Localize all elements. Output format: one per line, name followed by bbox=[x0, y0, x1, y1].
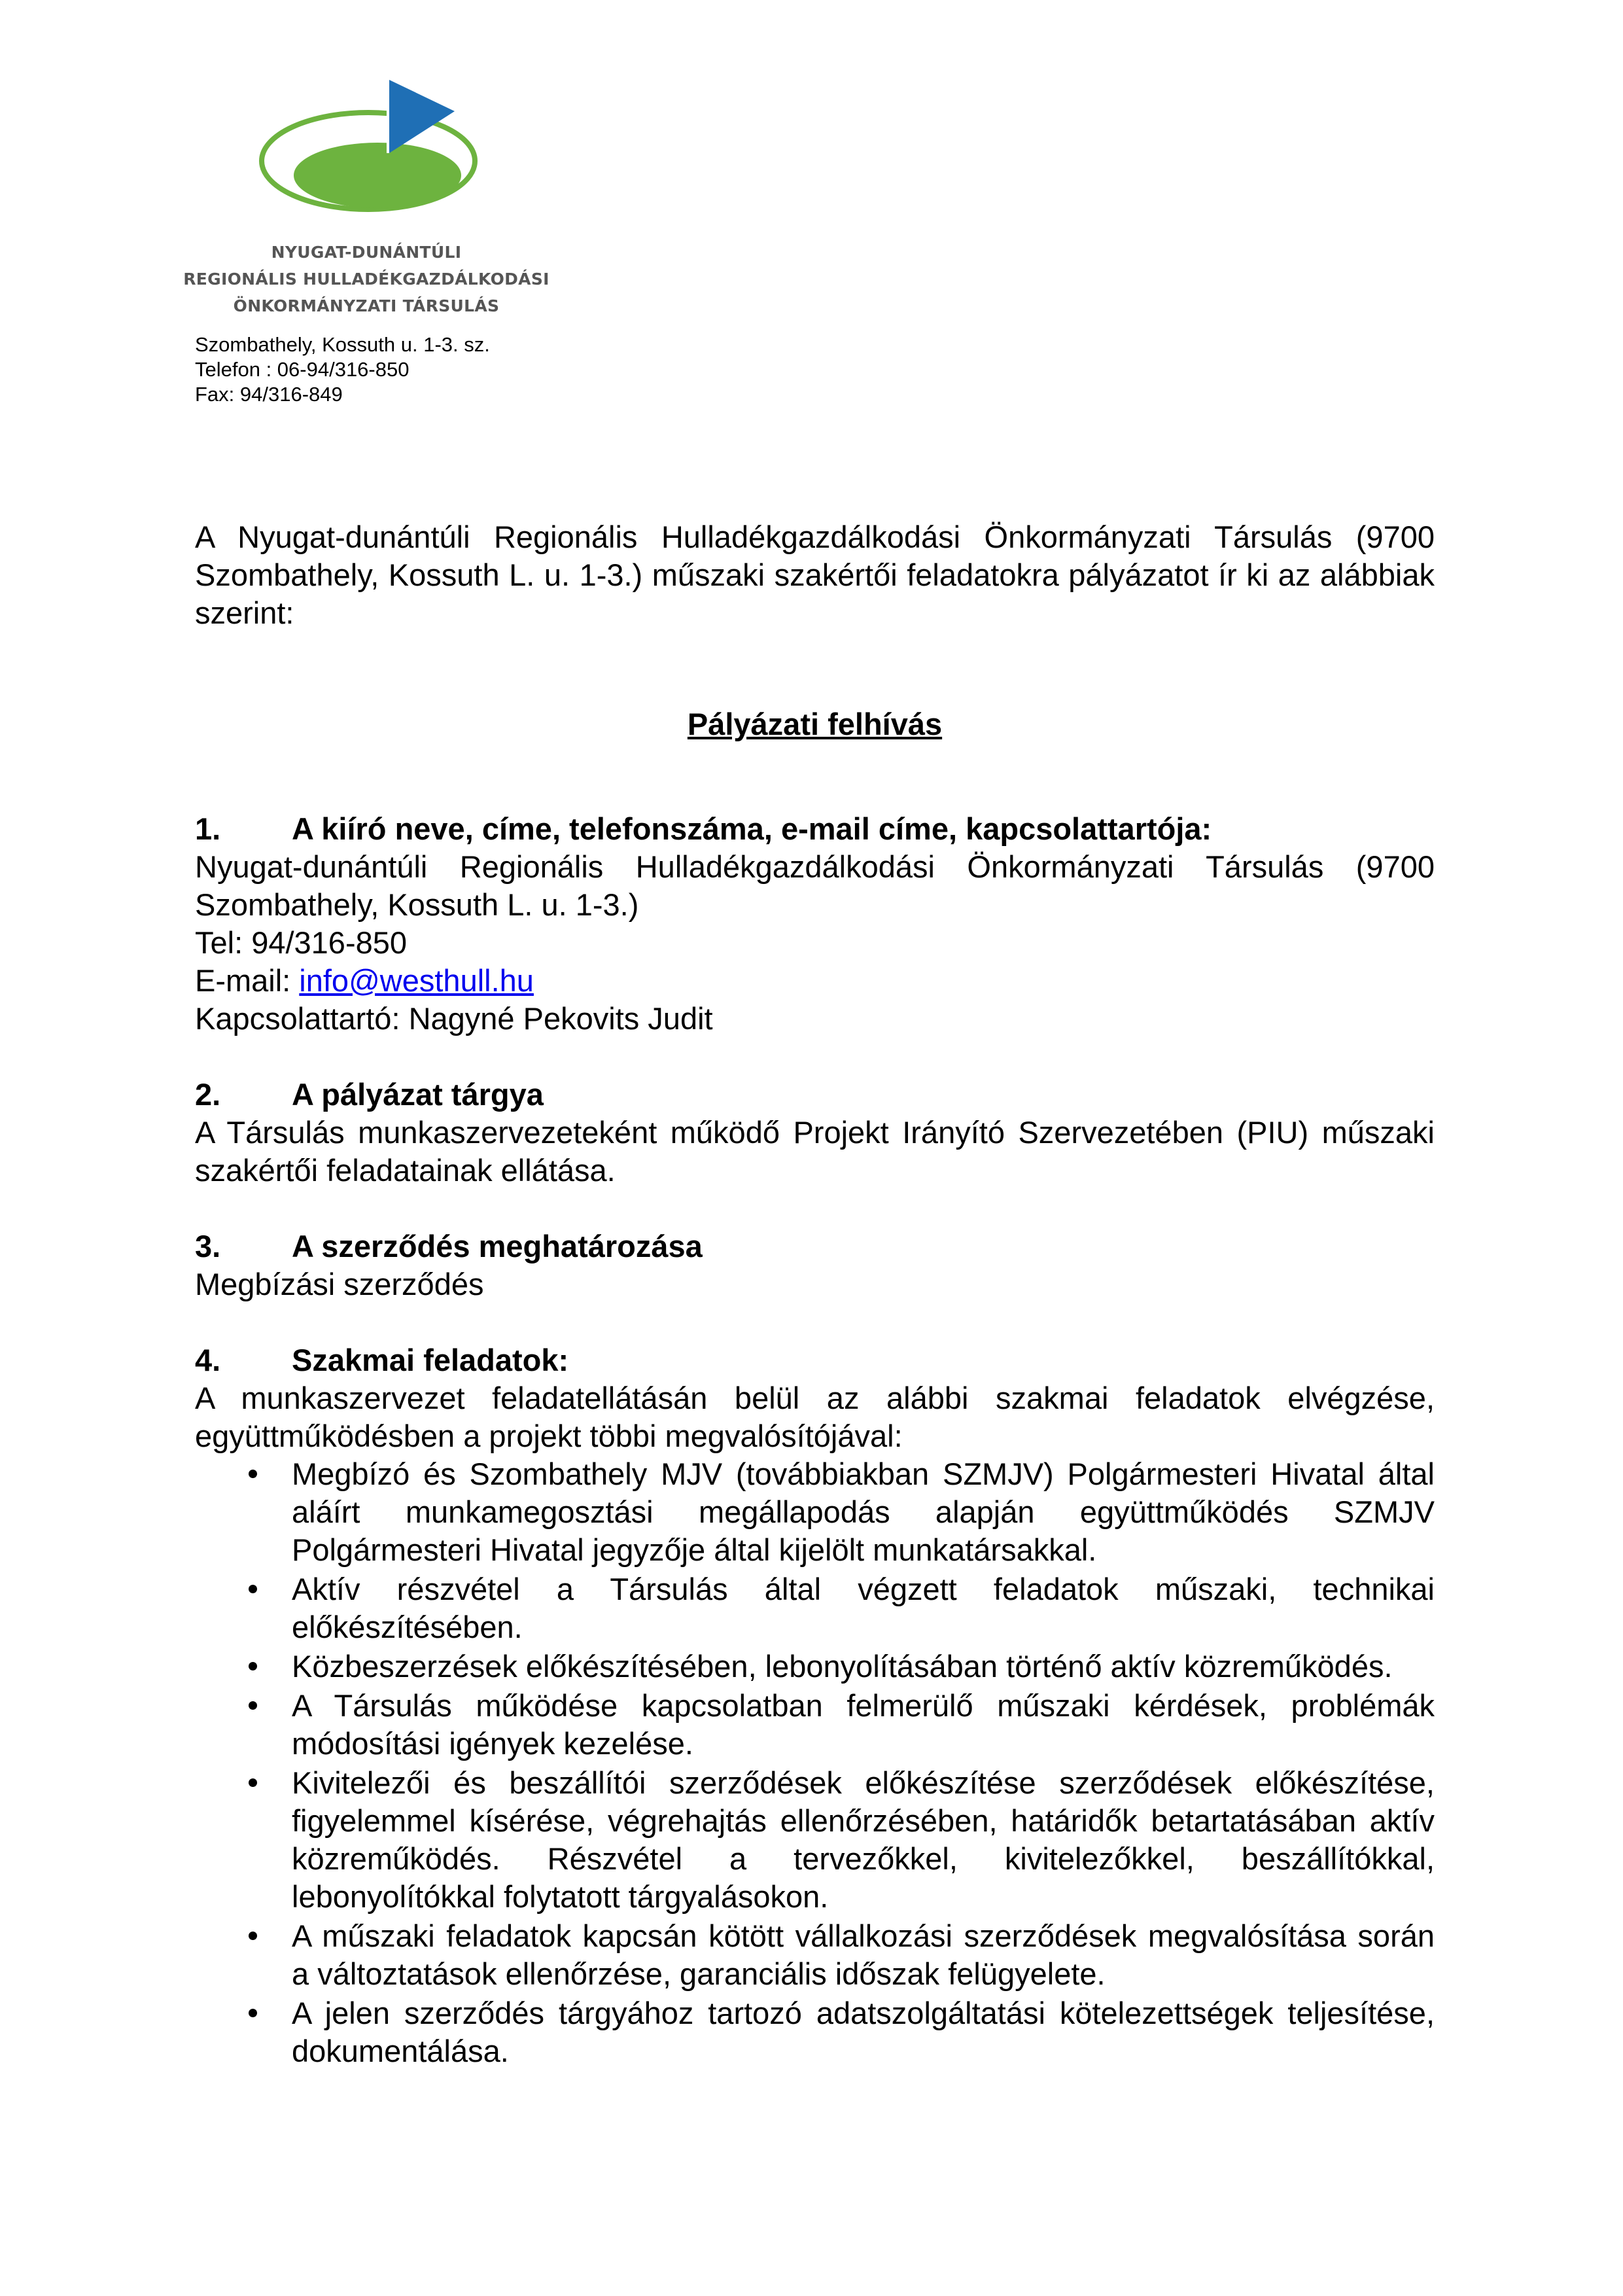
letterhead-phone: Telefon : 06-94/316-850 bbox=[195, 358, 410, 381]
email-label: E-mail: bbox=[195, 963, 300, 998]
task-item: A Társulás működése kapcsolatban felmerülő műszaki kérdések, problémák módosítási igények kezelése. bbox=[195, 1687, 1435, 1763]
org-name-line: ÖNKORMÁNYZATI TÁRSULÁS bbox=[233, 296, 500, 315]
intro-paragraph: A Nyugat-dunántúli Regionális Hulladékgazdálkodási Önkormányzati Társulás (9700 Szombathely, Kossuth L. u. 1-3.) műszaki szakértői feladatokra pályázatot ír ki az alábbiak szerint: bbox=[195, 520, 1435, 630]
section-tasks bbox=[195, 1341, 1435, 2070]
document-title: Pályázati felhívás bbox=[687, 707, 943, 741]
issuer-email bbox=[195, 962, 1435, 1000]
section-issuer bbox=[195, 810, 1435, 1038]
section-number: 3. bbox=[195, 1229, 221, 1263]
logo-disc bbox=[294, 143, 461, 208]
section-title: A kiíró neve, címe, telefonszáma, e-mail címe, kapcsolattartója: bbox=[292, 811, 1212, 846]
issuer-tel: Tel: 94/316-850 bbox=[195, 925, 408, 960]
task-list bbox=[195, 1455, 1435, 2070]
org-name-line: NYUGAT-DUNÁNTÚLI bbox=[271, 243, 462, 262]
task-item: Kivitelezői és beszállítói szerződések előkészítése szerződések előkészítése, figyelemmel kísérése, végrehajtás ellenőrzésében, határidők betartatásában aktív közreműködés. Részvétel a tervezőkkel, kivitelezőkkel, beszállítókkal, lebonyolítókkal folytatott tárgyalásokon. bbox=[195, 1764, 1435, 1916]
organization-logo bbox=[258, 77, 481, 221]
task-item: A műszaki feladatok kapcsán kötött vállalkozási szerződések megvalósítása során a változtatások ellenőrzése, garanciális időszak felügyelete. bbox=[195, 1917, 1435, 1993]
task-item: Aktív részvétel a Társulás által végzett feladatok műszaki, technikai előkészítésében. bbox=[195, 1570, 1435, 1646]
section-heading bbox=[195, 1076, 1435, 1114]
section-body: A Társulás munkaszervezeteként működő Projekt Irányító Szervezetében (PIU) műszaki szakértői feladatainak ellátása. bbox=[195, 1115, 1435, 1188]
section-subject bbox=[195, 1076, 1435, 1190]
section-heading bbox=[195, 810, 1435, 848]
org-name-line: REGIONÁLIS HULLADÉKGAZDÁLKODÁSI bbox=[183, 270, 550, 289]
section-title: A pályázat tárgya bbox=[292, 1077, 544, 1112]
task-item: A jelen szerződés tárgyához tartozó adatszolgáltatási kötelezettségek teljesítése, dokumentálása. bbox=[195, 1994, 1435, 2070]
logo-flag-pole bbox=[387, 80, 389, 153]
section-title: A szerződés meghatározása bbox=[292, 1229, 703, 1263]
section-body: A munkaszervezet feladatellátásán belül az alábbi szakmai feladatok elvégzése, együttműködésben a projekt többi megvalósítójával: bbox=[195, 1381, 1435, 1453]
logo-flag bbox=[389, 80, 455, 153]
issuer-name-address: Nyugat-dunántúli Regionális Hulladékgazdálkodási Önkormányzati Társulás (9700 Szombathely, Kossuth L. u. 1-3.) bbox=[195, 849, 1435, 922]
section-number: 4. bbox=[195, 1343, 221, 1377]
letterhead-fax: Fax: 94/316-849 bbox=[195, 383, 343, 406]
organization-name bbox=[131, 239, 602, 319]
section-contract-type bbox=[195, 1227, 1435, 1303]
section-number: 2. bbox=[195, 1077, 221, 1112]
section-heading bbox=[195, 1227, 1435, 1265]
task-item: Közbeszerzések előkészítésében, lebonyolításában történő aktív közreműködés. bbox=[195, 1648, 1435, 1686]
section-body: Megbízási szerződés bbox=[195, 1267, 484, 1301]
document-body bbox=[195, 518, 1435, 2108]
section-number: 1. bbox=[195, 811, 221, 846]
section-heading bbox=[195, 1341, 1435, 1379]
letterhead-contact bbox=[195, 332, 490, 407]
letterhead-address: Szombathely, Kossuth u. 1-3. sz. bbox=[195, 333, 490, 356]
email-link[interactable]: info@westhull.hu bbox=[299, 963, 534, 998]
issuer-contact-person: Kapcsolattartó: Nagyné Pekovits Judit bbox=[195, 1001, 713, 1036]
task-item: Megbízó és Szombathely MJV (továbbiakban SZMJV) Polgármesteri Hivatal által aláírt munkamegosztási megállapodás alapján együttműködés SZMJV Polgármesteri Hivatal jegyzője által kijelölt munkatársakkal. bbox=[195, 1455, 1435, 1569]
section-title: Szakmai feladatok: bbox=[292, 1343, 569, 1377]
